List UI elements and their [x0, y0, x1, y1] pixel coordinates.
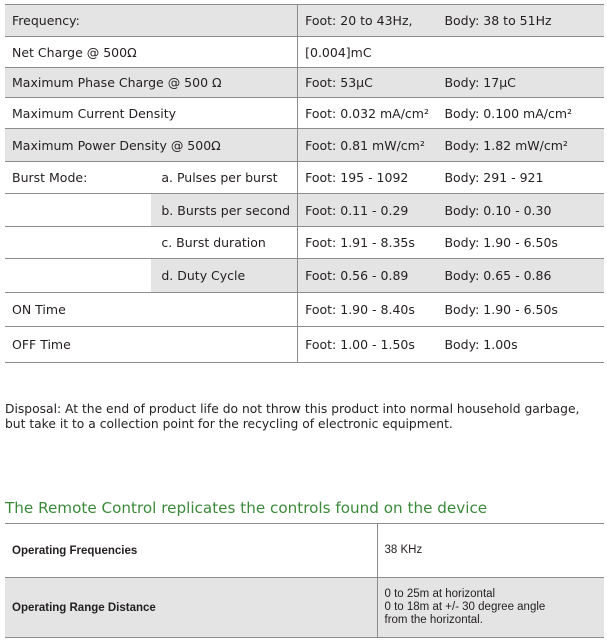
spec-foot-value: Foot: 20 to 43Hz,	[298, 5, 438, 37]
spec-body-value: Body: 1.90 - 6.50s	[437, 227, 604, 259]
spec-body-value: Body: 0.65 - 0.86	[437, 259, 604, 293]
spec-body-value: Body: 1.82 mW/cm²	[437, 129, 604, 162]
spec-label-empty	[5, 227, 151, 259]
spec-row-max-phase-charge	[5, 68, 604, 98]
remote-row-operating-frequencies	[5, 524, 604, 578]
spec-row-on-time	[5, 293, 604, 327]
spec-body-value: Body: 1.00s	[437, 327, 604, 363]
spec-sublabel: c. Burst duration	[151, 227, 297, 259]
spec-foot-value: Foot: 1.90 - 8.40s	[298, 293, 438, 327]
remote-value-line: 0 to 18m at +/- 30 degree angle	[384, 601, 546, 613]
remote-control-heading: The Remote Control replicates the controls found on the device	[5, 499, 488, 517]
remote-value-line: from the horizontal.	[384, 614, 483, 626]
disposal-notice: Disposal: At the end of product life do not throw this product into normal household garbage, but take it to a collection point for the recycling of electronic equipment.	[5, 402, 580, 431]
spec-body-value: Body: 0.10 - 0.30	[437, 194, 604, 227]
spec-sublabel: a. Pulses per burst	[151, 162, 297, 194]
spec-foot-value: Foot: 0.81 mW/cm²	[298, 129, 438, 162]
spec-foot-value: Foot: 0.032 mA/cm²	[298, 98, 438, 129]
spec-body-value: Body: 38 to 51Hz	[437, 5, 604, 37]
spec-body-value: Body: 0.100 mA/cm²	[437, 98, 604, 129]
spec-foot-value: [0.004]mC	[298, 37, 438, 68]
spec-label: Maximum Power Density @ 500Ω	[5, 129, 298, 162]
spec-label-empty	[5, 259, 151, 293]
spec-label-burst-mode: Burst Mode:	[5, 162, 151, 194]
spec-row-burst-duration	[5, 227, 604, 259]
spec-label: ON Time	[5, 293, 298, 327]
spec-body-value	[437, 37, 604, 68]
spec-foot-value: Foot: 195 - 1092	[298, 162, 438, 194]
spec-row-net-charge	[5, 37, 604, 68]
spec-label: Frequency:	[5, 5, 298, 37]
spec-foot-value: Foot: 1.00 - 1.50s	[298, 327, 438, 363]
spec-body-value: Body: 1.90 - 6.50s	[437, 293, 604, 327]
spec-label: OFF Time	[5, 327, 298, 363]
spec-label: Maximum Current Density	[5, 98, 298, 129]
remote-control-table	[5, 523, 604, 638]
remote-value-line: 0 to 25m at horizontal	[384, 588, 496, 600]
spec-label: Net Charge @ 500Ω	[5, 37, 298, 68]
spec-body-value: Body: 291 - 921	[437, 162, 604, 194]
remote-value-line: 38 KHz	[384, 544, 423, 556]
spec-sublabel: b. Bursts per second	[151, 194, 297, 227]
spec-row-burst-pulses	[5, 162, 604, 194]
spec-row-frequency	[5, 5, 604, 37]
spec-row-max-power-density	[5, 129, 604, 162]
spec-body-value: Body: 17µC	[437, 68, 604, 98]
spec-foot-value: Foot: 53µC	[298, 68, 438, 98]
spec-foot-value: Foot: 0.56 - 0.89	[298, 259, 438, 293]
remote-label: Operating Range Distance	[5, 578, 377, 638]
spec-label: Maximum Phase Charge @ 500 Ω	[5, 68, 298, 98]
spec-row-off-time	[5, 327, 604, 363]
spec-row-burst-duty-cycle	[5, 259, 604, 293]
remote-row-operating-range	[5, 578, 604, 638]
spec-label-empty	[5, 194, 151, 227]
spec-row-burst-bursts-per-second	[5, 194, 604, 227]
specifications-table	[5, 4, 604, 363]
spec-row-max-current-density	[5, 98, 604, 129]
spec-foot-value: Foot: 1.91 - 8.35s	[298, 227, 438, 259]
remote-value	[377, 578, 604, 638]
remote-label: Operating Frequencies	[5, 524, 377, 578]
spec-foot-value: Foot: 0.11 - 0.29	[298, 194, 438, 227]
spec-sublabel: d. Duty Cycle	[151, 259, 297, 293]
remote-value	[377, 524, 604, 578]
